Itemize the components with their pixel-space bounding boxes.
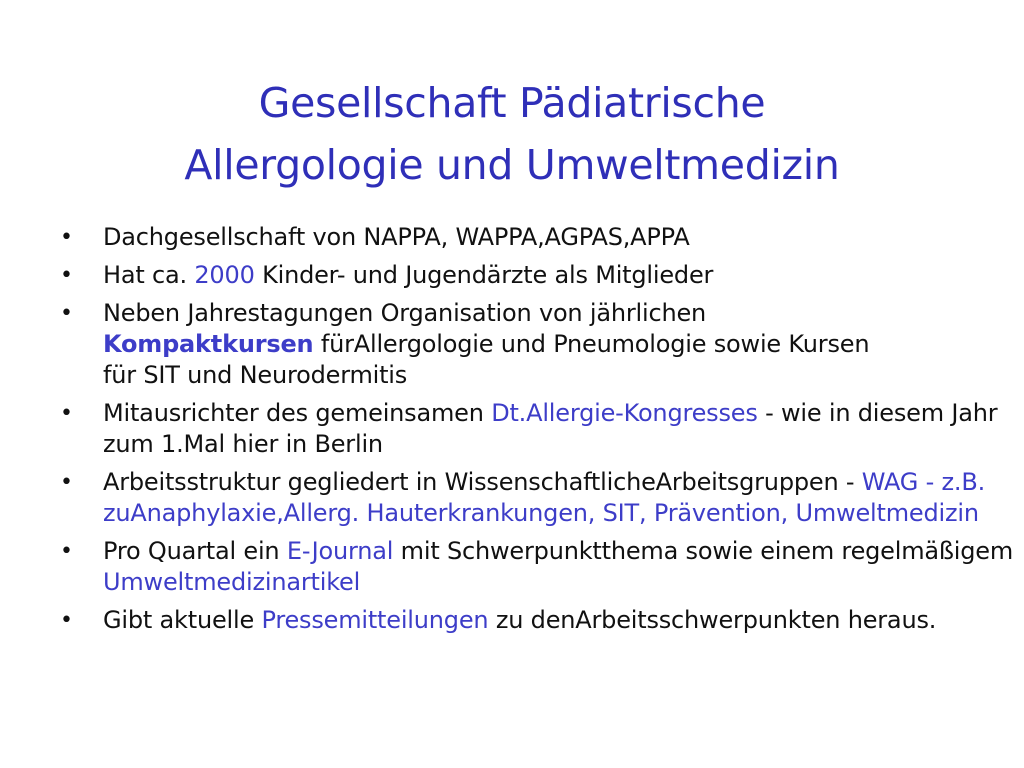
bullet-item-press bbox=[60, 605, 1015, 636]
bullet-text: Hat ca. bbox=[103, 261, 195, 289]
bullet-text: Arbeitsstruktur gegliedert in WissenschaftlicheArbeitsgruppen - bbox=[103, 468, 862, 496]
bullet-text: - wie in diesem Jahr zum 1.Mal hier in Berlin bbox=[103, 399, 998, 458]
bullet-item-courses bbox=[60, 298, 1015, 391]
bullet-text: fürAllergologie und Pneumologie sowie Kursen bbox=[313, 330, 870, 358]
bullet-text: mit Schwerpunktthema sowie einem regelmäßigem bbox=[393, 537, 1014, 565]
bullet-item-members bbox=[60, 260, 1015, 291]
bullet-text: Pro Quartal ein bbox=[103, 537, 287, 565]
congress-link: Dt.Allergie-Kongresses bbox=[491, 399, 758, 427]
press-releases-link: Pressemitteilungen bbox=[261, 606, 489, 634]
bullet-text: Kinder- und Jugendärzte als Mitglieder bbox=[254, 261, 714, 289]
bullet-item-umbrella-society bbox=[60, 222, 1015, 253]
bullet-text: zu denArbeitsschwerpunkten heraus. bbox=[488, 606, 937, 634]
bullet-item-journal bbox=[60, 536, 1015, 598]
bullet-text: Gibt aktuelle bbox=[103, 606, 262, 634]
title-line-2: Allergologie und Umweltmedizin bbox=[184, 141, 840, 189]
environment-article-link: Umweltmedizinartikel bbox=[103, 568, 361, 596]
member-count: 2000 bbox=[194, 261, 255, 289]
bullet-item-congress bbox=[60, 398, 1015, 460]
working-groups-link: WAG - z.B. zuAnaphylaxie,Allerg. Hauterkrankungen, SIT, Prävention, Umweltmedizin bbox=[103, 468, 986, 527]
bullet-text: für SIT und Neurodermitis bbox=[103, 361, 408, 389]
bullet-dot-icon: • bbox=[60, 608, 73, 633]
bullet-dot-icon: • bbox=[60, 225, 73, 250]
slide-title bbox=[0, 72, 1024, 196]
compact-courses-link: Kompaktkursen bbox=[103, 330, 314, 358]
bullet-dot-icon: • bbox=[60, 470, 73, 495]
bullet-list bbox=[60, 222, 1015, 643]
title-line-1: Gesellschaft Pädiatrische bbox=[258, 79, 766, 127]
ejournal-link: E-Journal bbox=[286, 537, 394, 565]
bullet-text: Mitausrichter des gemeinsamen bbox=[103, 399, 492, 427]
bullet-text: Neben Jahrestagungen Organisation von jährlichen bbox=[103, 299, 707, 327]
bullet-item-working-groups bbox=[60, 467, 1015, 529]
bullet-dot-icon: • bbox=[60, 539, 73, 564]
bullet-text: Dachgesellschaft von NAPPA, WAPPA,AGPAS,APPA bbox=[103, 223, 690, 251]
bullet-dot-icon: • bbox=[60, 301, 73, 326]
bullet-dot-icon: • bbox=[60, 401, 73, 426]
bullet-dot-icon: • bbox=[60, 263, 73, 288]
